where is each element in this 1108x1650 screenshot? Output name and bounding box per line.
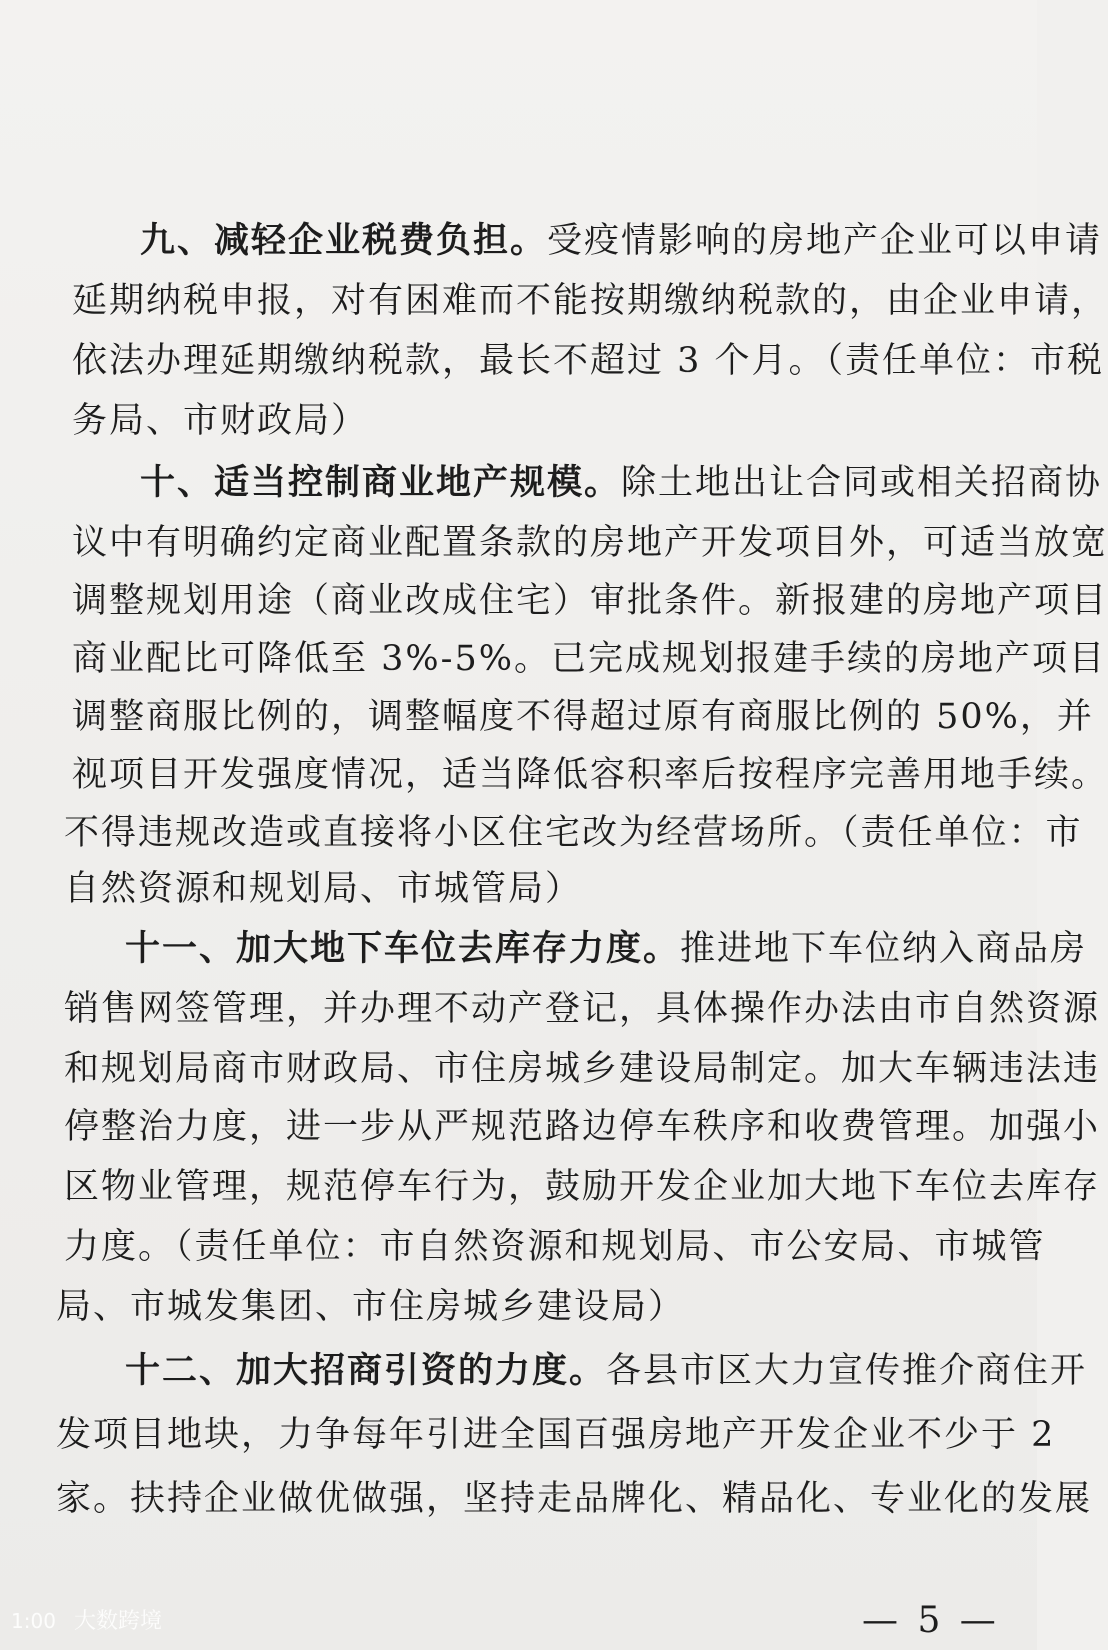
paragraph-11-line-6: 力度。（责任单位：市自然资源和规划局、市公安局、市城管 (64, 1227, 1046, 1267)
paragraph-12-line-1 (125, 1348, 1087, 1394)
watermark (10, 1604, 162, 1635)
paragraph-10-line-1 (140, 460, 1102, 506)
paragraph-10-line-8: 自然资源和规划局、市城管局） (64, 869, 583, 909)
watermark-logo-icon (10, 1606, 66, 1634)
paragraph-11-line-1 (125, 926, 1087, 972)
paragraph-11-line-5: 区物业管理，规范停车行为，鼓励开发企业加大地下车位去库存 (64, 1167, 1101, 1207)
svg-text:1:00: 1:00 (11, 1608, 56, 1633)
paragraph-10-text: 除土地出让合同或相关招商协 (621, 463, 1103, 503)
paragraph-10-line-5: 调整商服比例的，调整幅度不得超过原有商服比例的 50%，并 (72, 697, 1094, 737)
paragraph-11-line-4: 停整治力度，进一步从严规范路边停车秩序和收费管理。加强小 (64, 1107, 1101, 1147)
paragraph-11-text: 推进地下车位纳入商品房 (680, 929, 1088, 969)
paragraph-10-line-4: 商业配比可降低至 3%-5%。已完成规划报建手续的房地产项目 (72, 639, 1107, 679)
paragraph-9-heading: 九、减轻企业税费负担。 (140, 220, 548, 261)
paragraph-10-heading: 十、适当控制商业地产规模。 (140, 462, 622, 503)
paragraph-10-line-3: 调整规划用途（商业改成住宅）审批条件。新报建的房地产项目 (72, 581, 1108, 621)
paragraph-10-line-2: 议中有明确约定商业配置条款的房地产开发项目外，可适当放宽 (72, 523, 1108, 563)
paragraph-11-line-3: 和规划局商市财政局、市住房城乡建设局制定。加大车辆违法违 (64, 1049, 1101, 1089)
paragraph-9-line-1 (140, 218, 1102, 264)
page-number: — 5 — (862, 1600, 1000, 1641)
watermark-text: 大数跨境 (74, 1609, 163, 1634)
paragraph-11-line-2: 销售网签管理，并办理不动产登记，具体操作办法由市自然资源 (64, 989, 1101, 1029)
paragraph-11-line-7: 局、市城发集团、市住房城乡建设局） (56, 1287, 686, 1327)
paragraph-10-line-6: 视项目开发强度情况，适当降低容积率后按程序完善用地手续。 (72, 755, 1108, 795)
paragraph-11-heading: 十一、加大地下车位去库存力度。 (125, 928, 681, 969)
paragraph-9-line-4: 务局、市财政局） (72, 401, 369, 441)
paragraph-12-heading: 十二、加大招商引资的力度。 (125, 1350, 607, 1391)
paragraph-12-line-2: 发项目地块，力争每年引进全国百强房地产开发企业不少于 2 (56, 1415, 1056, 1455)
paragraph-9-line-3: 依法办理延期缴纳税款，最长不超过 3 个月。（责任单位：市税 (72, 341, 1105, 381)
paragraph-12-text: 各县市区大力宣传推介商住开 (606, 1351, 1088, 1391)
paragraph-9-text: 受疫情影响的房地产企业可以申请 (547, 221, 1103, 261)
paragraph-10-line-7: 不得违规改造或直接将小区住宅改为经营场所。（责任单位：市 (64, 813, 1083, 853)
paragraph-9-line-2: 延期纳税申报，对有困难而不能按期缴纳税款的，由企业申请， (72, 281, 1108, 321)
paragraph-12-line-3: 家。扶持企业做优做强，坚持走品牌化、精品化、专业化的发展 (56, 1479, 1093, 1519)
